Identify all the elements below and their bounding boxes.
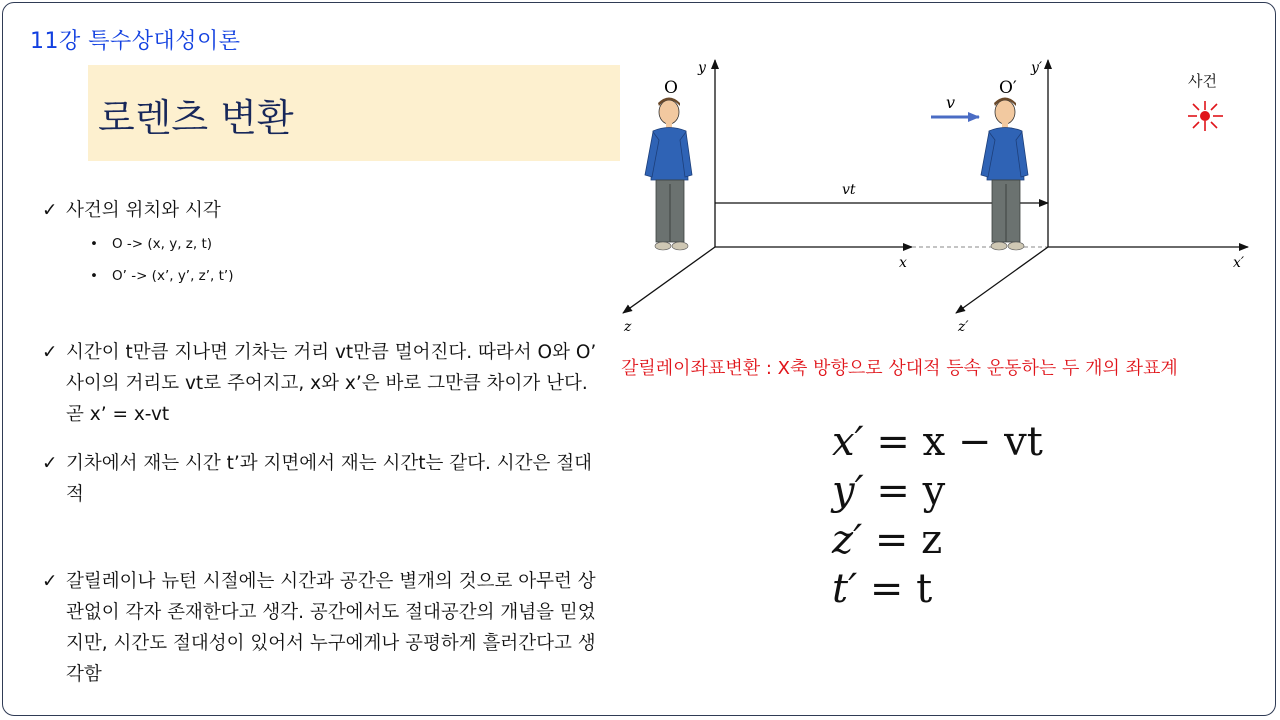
equation-rhs: = z: [874, 517, 943, 563]
observer-o-label: O: [664, 78, 678, 98]
equation-rhs: = y: [876, 468, 946, 514]
bullet-text: 시간이 t만큼 지나면 기차는 거리 vt만큼 멀어진다. 따라서 O와 O’ 사이의 거리도 vt로 주어지고, x와 x’은 바로 그만큼 차이가 난다. 곧 x’ = x-vt: [66, 342, 597, 425]
z-prime-axis: [956, 247, 1048, 313]
checkmark-icon: ✓: [42, 453, 58, 474]
equation-lhs: z′: [832, 517, 863, 563]
equation-z: [832, 516, 1043, 565]
axis-z-prime-label: z′: [958, 319, 969, 335]
slide-title: 로렌츠 변환: [98, 96, 294, 140]
chapter-heading: 11강 특수상대성이론: [30, 29, 241, 54]
observer-o-prime-label: O′: [999, 78, 1017, 98]
bullet-dot-icon: •: [90, 268, 98, 284]
equation-lhs: t′: [832, 566, 858, 612]
observer-o-figure: [645, 98, 692, 251]
vt-label: vt: [842, 182, 856, 198]
axis-x-prime-label: x′: [1233, 255, 1245, 271]
bullet-text: 기차에서 재는 시간 t’과 지면에서 재는 시간t는 같다. 시간은 절대적: [66, 453, 592, 505]
event-burst-icon: [1188, 101, 1223, 131]
sub-bullet-text: O -> (x, y, z, t): [112, 236, 213, 252]
sub-bullet-text: O’ -> (x’, y’, z’, t’): [112, 268, 234, 284]
equation-rhs: = x − vt: [876, 419, 1043, 465]
event-label: 사건: [1188, 72, 1217, 90]
equation-x: [832, 418, 1043, 467]
axis-y-label: y: [698, 60, 706, 76]
equation-y: [832, 467, 1043, 516]
equations-block: [832, 418, 1043, 614]
checkmark-icon: ✓: [42, 571, 58, 592]
bullet-text: 갈릴레이나 뉴턴 시절에는 시간과 공간은 별개의 것으로 아무런 상관없이 각자 존재한다고 생각. 공간에서도 절대공간의 개념을 믿었지만, 시간도 절대성이 있어서 누구에게나 공평하게 흘러간다고 생각함: [66, 571, 596, 685]
bullet-text: 사건의 위치와 시각: [66, 200, 221, 221]
equation-lhs: x′: [832, 419, 864, 465]
velocity-label: v: [946, 93, 956, 112]
z-axis: [623, 247, 715, 313]
bullet-dot-icon: •: [90, 236, 98, 252]
axis-y-prime-label: y′: [1031, 60, 1043, 76]
axis-z-label: z: [624, 319, 632, 335]
checkmark-icon: ✓: [42, 342, 58, 363]
equation-rhs: = t: [869, 566, 933, 612]
observer-o-prime-figure: [981, 98, 1028, 251]
axis-x-label: x: [899, 255, 907, 271]
checkmark-icon: ✓: [42, 200, 58, 221]
equation-t: [832, 565, 1043, 614]
equation-lhs: y′: [832, 468, 864, 514]
galilean-transform-caption: 갈릴레이좌표변환 : X축 방향으로 상대적 등속 운동하는 두 개의 좌표계: [621, 358, 1178, 379]
